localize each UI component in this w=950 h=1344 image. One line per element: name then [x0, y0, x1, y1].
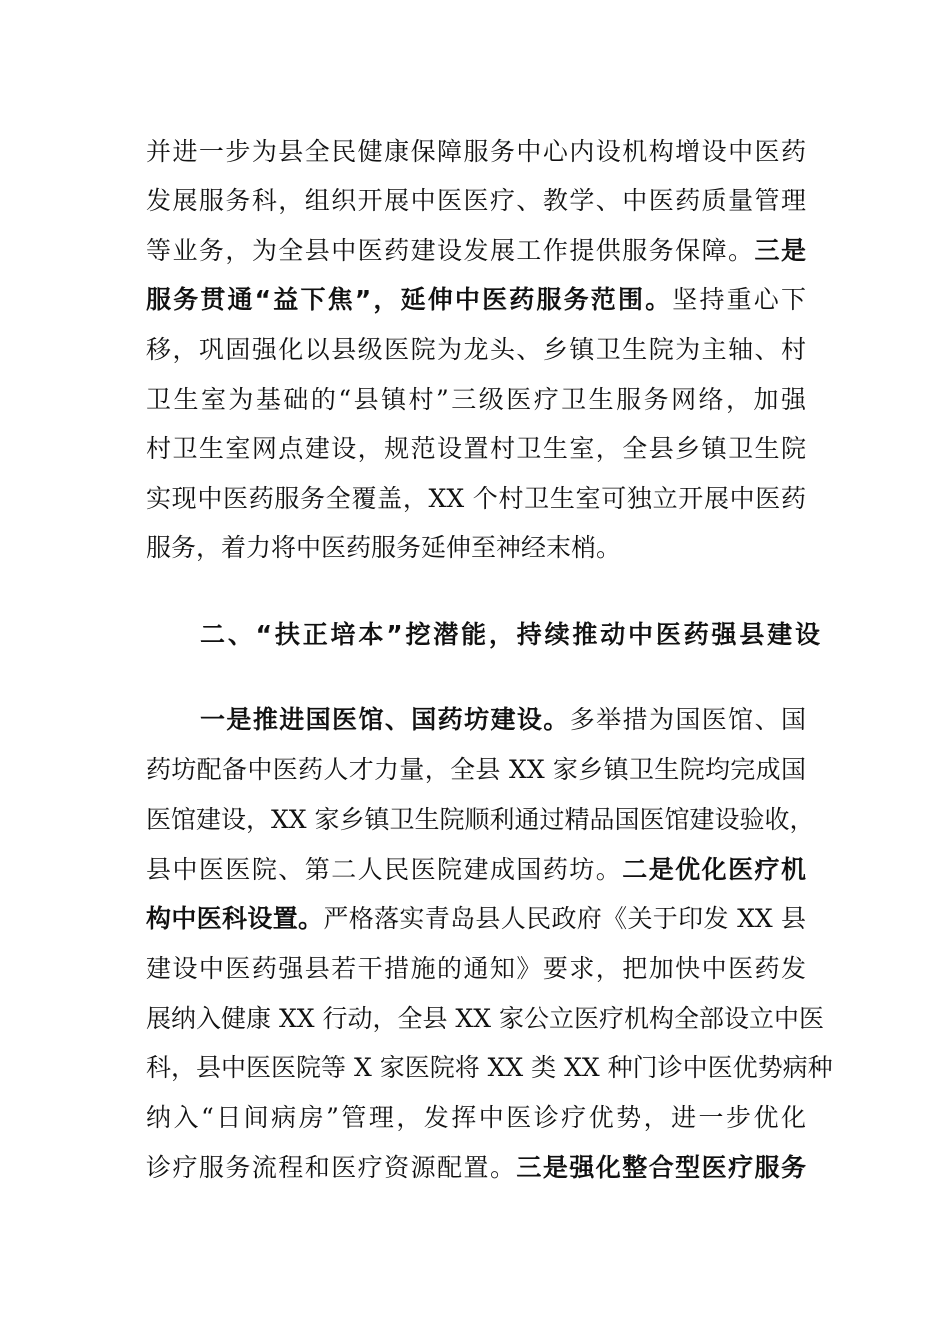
text-span: 坚持重心下 — [672, 285, 806, 314]
text-span: 县中医医院、第二人民医院建成国药坊。 — [146, 855, 623, 884]
bold-lead-in: 服务贯通“益下焦”，延伸中医药服务范围。 — [146, 285, 673, 314]
body-text-line — [146, 424, 806, 474]
body-text-line — [146, 1143, 806, 1193]
text-span: 村卫生室网点建设，规范设置村卫生室，全县乡镇卫生院 — [146, 434, 806, 463]
body-text-line — [146, 944, 806, 994]
body-text-line — [146, 226, 806, 276]
body-text-line — [146, 474, 806, 524]
bold-lead-in: 一是推进国医馆、国药坊建设。 — [200, 705, 570, 734]
body-text-line — [146, 845, 806, 895]
body-text-line — [146, 795, 815, 845]
body-text-line — [146, 994, 824, 1044]
text-span: 移，巩固强化以县级医院为龙头、乡镇卫生院为主轴、村 — [146, 335, 806, 364]
section-heading — [200, 610, 820, 660]
text-span: 科，县中医医院等 X 家医院将 XX 类 XX 种门诊中医优势病种 — [146, 1053, 833, 1082]
body-text-line — [146, 275, 806, 325]
bold-lead-in: 构中医科设置。 — [146, 904, 324, 933]
bold-lead-in: 三是 — [754, 236, 806, 265]
text-span: 医馆建设，XX 家乡镇卫生院顺利通过精品国医馆建设验收， — [146, 805, 815, 834]
text-span: 等业务，为全县中医药建设发展工作提供服务保障。 — [146, 236, 755, 265]
body-text-line — [146, 325, 806, 375]
body-text-line — [146, 745, 806, 795]
body-text-line — [146, 1093, 806, 1143]
text-span: 多举措为国医馆、国 — [569, 705, 806, 734]
heading-text: 二、“扶正培本”挖潜能，持续推动中医药强县建设 — [200, 620, 820, 649]
text-span: 纳入“日间病房”管理，发挥中医诊疗优势，进一步优化 — [146, 1103, 806, 1132]
text-span: 服务，着力将中医药服务延伸至神经末梢。 — [146, 533, 622, 562]
text-span: 药坊配备中医药人才力量，全县 XX 家乡镇卫生院均完成国 — [146, 755, 806, 784]
body-text-line — [146, 127, 806, 177]
text-span: 诊疗服务流程和医疗资源配置。 — [146, 1153, 517, 1182]
body-text-line — [146, 523, 806, 573]
body-text-line — [200, 695, 806, 745]
text-span: 并进一步为县全民健康保障服务中心内设机构增设中医药 — [146, 137, 806, 166]
text-span: 展纳入健康 XX 行动，全县 XX 家公立医疗机构全部设立中医 — [146, 1004, 824, 1033]
bold-lead-in: 三是强化整合型医疗服务 — [516, 1153, 806, 1182]
text-span: 实现中医药服务全覆盖，XX 个村卫生室可独立开展中医药 — [146, 484, 806, 513]
text-span: 卫生室为基础的“县镇村”三级医疗卫生服务网络，加强 — [146, 385, 806, 414]
body-text-line — [146, 176, 806, 226]
body-text-line — [146, 1043, 833, 1093]
text-span: 发展服务科，组织开展中医医疗、教学、中医药质量管理 — [146, 186, 806, 215]
bold-lead-in: 二是优化医疗机 — [622, 855, 806, 884]
text-span: 严格落实青岛县人民政府《关于印发 XX 县 — [323, 904, 806, 933]
body-text-line — [146, 375, 806, 425]
body-text-line — [146, 894, 806, 944]
text-span: 建设中医药强县若干措施的通知》要求，把加快中医药发 — [146, 954, 806, 983]
